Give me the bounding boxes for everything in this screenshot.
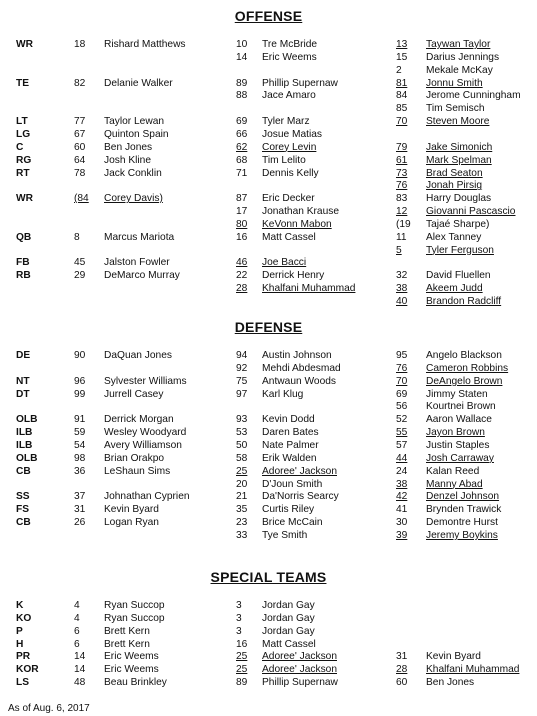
reserve-name: David Fluellen	[426, 270, 491, 282]
roster-row	[0, 179, 537, 192]
backup-name: Tim Lelito	[262, 154, 306, 166]
reserve-name: Jonah Pirsig	[426, 180, 483, 192]
backup-number: 94	[236, 350, 248, 361]
backup-number: 17	[236, 206, 248, 218]
position-label: QB	[16, 231, 32, 243]
backup-number: 68	[236, 154, 248, 166]
backup-name: Jonathan Krause	[262, 206, 340, 218]
reserve-number: 76	[396, 180, 408, 192]
position-label: FS	[16, 504, 30, 516]
backup-number: 20	[236, 478, 248, 490]
reserve-number: 84	[396, 90, 408, 102]
reserve-number: 81	[396, 77, 408, 89]
reserve-name: Justin Staples	[426, 439, 490, 451]
starter-name: Eric Weems	[104, 664, 159, 676]
position-label: SS	[16, 491, 30, 503]
backup-name: Mehdi Abdesmad	[262, 362, 341, 374]
reserve-number: 41	[396, 504, 408, 516]
reserve-name: Jayon Brown	[426, 427, 485, 439]
reserve-name: Cameron Robbins	[426, 362, 509, 374]
position-label: KOR	[16, 664, 39, 676]
starter-name: Marcus Mariota	[104, 231, 175, 243]
roster-row	[0, 38, 537, 51]
position-label: K	[16, 600, 24, 611]
starter-number: (84	[74, 193, 89, 205]
reserve-number: 95	[396, 350, 408, 361]
starter-number: 64	[74, 154, 86, 166]
starter-number: 98	[74, 452, 86, 464]
roster-row	[0, 244, 537, 257]
roster-row	[0, 115, 537, 128]
starter-number: 6	[74, 638, 80, 650]
reserve-number: 57	[396, 439, 408, 451]
backup-name: Erik Walden	[262, 452, 317, 464]
defense-heading: DEFENSE	[234, 319, 303, 335]
roster-row	[0, 400, 537, 413]
position-label: PR	[16, 651, 31, 663]
position-label: P	[16, 625, 23, 637]
reserve-name: Alex Tanney	[426, 231, 482, 243]
backup-name: Eric Weems	[262, 51, 317, 63]
backup-number: 92	[236, 362, 248, 374]
starter-name: LeShaun Sims	[104, 465, 171, 477]
reserve-number: 44	[396, 452, 408, 464]
position-label: NT	[16, 375, 30, 387]
backup-name: D'Joun Smith	[262, 478, 323, 490]
starter-name: Derrick Morgan	[104, 414, 174, 426]
starter-number: 6	[74, 625, 80, 637]
backup-number: 75	[236, 375, 248, 387]
position-label: WR	[16, 193, 33, 205]
roster-row	[0, 167, 537, 180]
starter-name: DaQuan Jones	[104, 350, 172, 361]
starter-name: Wesley Woodyard	[104, 427, 187, 439]
backup-name: Tre McBride	[262, 39, 318, 50]
starter-number: 91	[74, 414, 86, 426]
roster-row	[0, 439, 537, 452]
reserve-name: Mark Spelman	[426, 154, 492, 166]
starter-name: Eric Weems	[104, 651, 159, 663]
roster-row	[0, 51, 537, 64]
starter-number: 45	[74, 257, 86, 269]
starter-number: 29	[74, 270, 86, 282]
backup-name: Da'Norris Searcy	[262, 491, 339, 503]
starter-name: Sylvester Williams	[104, 375, 187, 387]
backup-name: Adoree' Jackson	[262, 664, 337, 676]
backup-name: Matt Cassel	[262, 638, 316, 650]
reserve-number: 69	[396, 388, 408, 400]
roster-row	[0, 282, 537, 295]
roster-row	[0, 516, 537, 529]
backup-number: 87	[236, 193, 248, 205]
backup-name: Josue Matias	[262, 128, 323, 140]
starter-name: Ryan Succop	[104, 600, 165, 611]
position-label: KO	[16, 612, 32, 624]
backup-name: Khalfani Muhammad	[262, 283, 356, 295]
reserve-number: 76	[396, 362, 408, 374]
reserve-name: Steven Moore	[426, 116, 490, 128]
roster-row	[0, 141, 537, 154]
backup-number: 21	[236, 491, 248, 503]
backup-name: Nate Palmer	[262, 439, 319, 451]
starter-number: 4	[74, 600, 80, 611]
reserve-name: Jonnu Smith	[426, 77, 483, 89]
backup-name: Jace Amaro	[262, 90, 316, 102]
roster-row	[0, 676, 537, 689]
backup-number: 3	[236, 600, 242, 611]
starter-name: Taylor Lewan	[104, 116, 165, 128]
starter-name: Jack Conklin	[104, 167, 162, 179]
reserve-name: Angelo Blackson	[426, 350, 502, 361]
backup-number: 97	[236, 388, 248, 400]
backup-number: 16	[236, 231, 248, 243]
starter-name: Ryan Succop	[104, 612, 165, 624]
starter-name: Brett Kern	[104, 625, 150, 637]
backup-number: 25	[236, 651, 248, 663]
as-of-date: As of Aug. 6, 2017	[8, 703, 90, 714]
backup-number: 3	[236, 612, 242, 624]
reserve-number: 40	[396, 296, 408, 307]
starter-number: 54	[74, 439, 86, 451]
roster-row	[0, 102, 537, 115]
offense-heading: OFFENSE	[234, 8, 303, 24]
reserve-name: Jeremy Boykins	[426, 529, 498, 541]
position-label: RB	[16, 270, 31, 282]
reserve-name: DeAngelo Brown	[426, 375, 503, 387]
backup-name: Tye Smith	[262, 529, 308, 541]
reserve-name: Aaron Wallace	[426, 414, 492, 426]
starter-name: Kevin Byard	[104, 504, 159, 516]
backup-number: 58	[236, 452, 248, 464]
backup-name: Adoree' Jackson	[262, 651, 337, 663]
position-label: RT	[16, 167, 30, 179]
backup-number: 10	[236, 39, 248, 50]
starter-name: Rishard Matthews	[104, 39, 186, 50]
backup-number: 53	[236, 427, 248, 439]
backup-name: Adoree' Jackson	[262, 465, 337, 477]
backup-number: 25	[236, 664, 248, 676]
starter-number: 77	[74, 116, 86, 128]
starter-name: Corey Davis)	[104, 193, 163, 205]
backup-name: Derrick Henry	[262, 270, 325, 282]
reserve-number: 39	[396, 529, 408, 541]
position-label: DT	[16, 388, 30, 400]
starter-number: 14	[74, 664, 86, 676]
reserve-name: Mekale McKay	[426, 64, 493, 76]
reserve-number: 15	[396, 51, 408, 63]
reserve-number: (19	[396, 218, 411, 230]
reserve-number: 73	[396, 167, 408, 179]
starter-name: Avery Williamson	[104, 439, 182, 451]
position-label: C	[16, 141, 24, 153]
starter-name: Beau Brinkley	[104, 677, 167, 689]
starter-name: Josh Kline	[104, 154, 152, 166]
position-label: ILB	[16, 439, 33, 451]
roster-row	[0, 625, 537, 638]
roster-row	[0, 612, 537, 625]
reserve-number: 24	[396, 465, 408, 477]
position-label: TE	[16, 77, 30, 89]
reserve-number: 12	[396, 206, 408, 218]
reserve-number: 70	[396, 375, 408, 387]
reserve-name: Tim Semisch	[426, 103, 485, 115]
roster-row	[0, 218, 537, 231]
reserve-name: Darius Jennings	[426, 51, 500, 63]
roster-row	[0, 478, 537, 491]
backup-number: 46	[236, 257, 248, 269]
roster-row	[0, 89, 537, 102]
backup-name: Phillip Supernaw	[262, 677, 338, 689]
backup-number: 89	[236, 77, 248, 89]
position-label: CB	[16, 465, 31, 477]
reserve-number: 42	[396, 491, 408, 503]
backup-number: 35	[236, 504, 248, 516]
reserve-name: Taywan Taylor	[426, 39, 491, 50]
backup-name: Austin Johnson	[262, 350, 332, 361]
reserve-number: 60	[396, 677, 408, 689]
roster-row	[0, 638, 537, 651]
backup-number: 25	[236, 465, 248, 477]
roster-row	[0, 362, 537, 375]
starter-number: 82	[74, 77, 86, 89]
backup-number: 16	[236, 638, 248, 650]
backup-name: Curtis Riley	[262, 504, 315, 516]
backup-name: Matt Cassel	[262, 231, 316, 243]
roster-row	[0, 295, 537, 308]
backup-name: Brice McCain	[262, 517, 323, 529]
reserve-number: 70	[396, 116, 408, 128]
starter-number: 59	[74, 427, 86, 439]
backup-number: 62	[236, 141, 248, 153]
reserve-number: 11	[396, 231, 407, 243]
roster-row	[0, 529, 537, 542]
reserve-name: Brandon Radcliff	[426, 296, 502, 307]
starter-number: 8	[74, 231, 80, 243]
backup-number: 93	[236, 414, 248, 426]
roster-row	[0, 503, 537, 516]
reserve-number: 83	[396, 193, 408, 205]
reserve-name: Jake Simonich	[426, 141, 493, 153]
backup-name: Daren Bates	[262, 427, 319, 439]
roster-row	[0, 413, 537, 426]
reserve-number: 31	[396, 651, 408, 663]
special-teams-heading: SPECIAL TEAMS	[210, 569, 327, 585]
backup-name: Dennis Kelly	[262, 167, 319, 179]
starter-name: Logan Ryan	[104, 517, 159, 529]
starter-number: 36	[74, 465, 86, 477]
reserve-name: Jimmy Staten	[426, 388, 488, 400]
starter-name: Jurrell Casey	[104, 388, 164, 400]
roster-row	[0, 599, 537, 612]
reserve-number: 85	[396, 103, 408, 115]
backup-name: Corey Levin	[262, 141, 317, 153]
starter-name: Delanie Walker	[104, 77, 173, 89]
roster-row	[0, 128, 537, 141]
roster-row	[0, 77, 537, 90]
roster-row	[0, 388, 537, 401]
roster-row	[0, 426, 537, 439]
reserve-name: Manny Abad	[426, 478, 483, 490]
position-label: FB	[16, 257, 30, 269]
backup-name: Kevin Dodd	[262, 414, 315, 426]
reserve-number: 28	[396, 664, 408, 676]
backup-number: 22	[236, 270, 248, 282]
reserve-name: Josh Carraway	[426, 452, 494, 464]
position-label: H	[16, 638, 24, 650]
reserve-name: Ben Jones	[426, 677, 475, 689]
reserve-name: Khalfani Muhammad	[426, 664, 520, 676]
reserve-number: 38	[396, 283, 408, 295]
reserve-number: 32	[396, 270, 408, 282]
reserve-name: Brad Seaton	[426, 167, 483, 179]
position-label: CB	[16, 517, 31, 529]
starter-number: 96	[74, 375, 86, 387]
starter-number: 67	[74, 128, 86, 140]
reserve-number: 5	[396, 244, 402, 256]
backup-name: Jordan Gay	[262, 625, 315, 637]
position-label: DE	[16, 350, 31, 361]
reserve-name: Kevin Byard	[426, 651, 481, 663]
roster-row	[0, 375, 537, 388]
backup-name: Jordan Gay	[262, 612, 315, 624]
starter-number: 99	[74, 388, 86, 400]
roster-row	[0, 663, 537, 676]
reserve-number: 56	[396, 401, 408, 413]
starter-number: 14	[74, 651, 86, 663]
reserve-number: 38	[396, 478, 408, 490]
backup-number: 50	[236, 439, 248, 451]
backup-name: KeVonn Mabon	[262, 218, 332, 230]
roster-row	[0, 269, 537, 282]
starter-name: Johnathan Cyprien	[104, 491, 190, 503]
backup-number: 80	[236, 218, 248, 230]
backup-name: Joe Bacci	[262, 257, 307, 269]
roster-row	[0, 349, 537, 362]
reserve-name: Jerome Cunningham	[426, 90, 521, 102]
backup-name: Jordan Gay	[262, 600, 315, 611]
backup-number: 69	[236, 116, 248, 128]
backup-number: 23	[236, 517, 248, 529]
roster-row	[0, 154, 537, 167]
starter-number: 37	[74, 491, 86, 503]
backup-number: 33	[236, 529, 248, 541]
reserve-number: 13	[396, 39, 408, 50]
roster-row	[0, 256, 537, 269]
starter-number: 90	[74, 350, 86, 361]
reserve-name: Tajaé Sharpe)	[426, 218, 490, 230]
reserve-name: Tyler Ferguson	[426, 244, 494, 256]
position-label: LS	[16, 677, 30, 689]
starter-number: 31	[74, 504, 86, 516]
backup-name: Karl Klug	[262, 388, 304, 400]
starter-name: DeMarco Murray	[104, 270, 180, 282]
roster-row	[0, 231, 537, 244]
roster-row	[0, 650, 537, 663]
starter-number: 60	[74, 141, 86, 153]
starter-name: Quinton Spain	[104, 128, 169, 140]
reserve-number: 52	[396, 414, 408, 426]
position-label: OLB	[16, 452, 38, 464]
backup-number: 66	[236, 128, 248, 140]
reserve-name: Kourtnei Brown	[426, 401, 496, 413]
reserve-number: 55	[396, 427, 408, 439]
backup-name: Phillip Supernaw	[262, 77, 338, 89]
position-label: ILB	[16, 427, 33, 439]
roster-row	[0, 205, 537, 218]
backup-number: 28	[236, 283, 248, 295]
starter-number: 78	[74, 167, 86, 179]
backup-number: 14	[236, 51, 248, 63]
roster-row	[0, 192, 537, 205]
reserve-name: Demontre Hurst	[426, 517, 498, 529]
starter-number: 4	[74, 612, 80, 624]
reserve-name: Giovanni Pascascio	[426, 206, 516, 218]
backup-name: Eric Decker	[262, 193, 315, 205]
starter-name: Brett Kern	[104, 638, 150, 650]
roster-row	[0, 465, 537, 478]
position-label: OLB	[16, 414, 38, 426]
starter-number: 18	[74, 39, 86, 50]
reserve-number: 2	[396, 64, 402, 76]
reserve-name: Harry Douglas	[426, 193, 492, 205]
position-label: LG	[16, 128, 31, 140]
backup-number: 71	[236, 167, 248, 179]
starter-name: Brian Orakpo	[104, 452, 165, 464]
reserve-number: 30	[396, 517, 408, 529]
roster-row	[0, 452, 537, 465]
starter-number: 48	[74, 677, 86, 689]
position-label: WR	[16, 39, 33, 50]
starter-name: Jalston Fowler	[104, 257, 170, 269]
backup-name: Tyler Marz	[262, 116, 310, 128]
reserve-name: Kalan Reed	[426, 465, 480, 477]
roster-row	[0, 64, 537, 77]
position-label: RG	[16, 154, 32, 166]
reserve-name: Denzel Johnson	[426, 491, 500, 503]
starter-number: 26	[74, 517, 86, 529]
roster-row	[0, 490, 537, 503]
backup-number: 89	[236, 677, 248, 689]
reserve-number: 79	[396, 141, 408, 153]
backup-name: Antwaun Woods	[262, 375, 336, 387]
position-label: LT	[16, 116, 28, 128]
backup-number: 88	[236, 90, 248, 102]
starter-name: Ben Jones	[104, 141, 153, 153]
backup-number: 3	[236, 625, 242, 637]
reserve-number: 61	[396, 154, 408, 166]
reserve-name: Akeem Judd	[426, 283, 483, 295]
reserve-name: Brynden Trawick	[426, 504, 502, 516]
